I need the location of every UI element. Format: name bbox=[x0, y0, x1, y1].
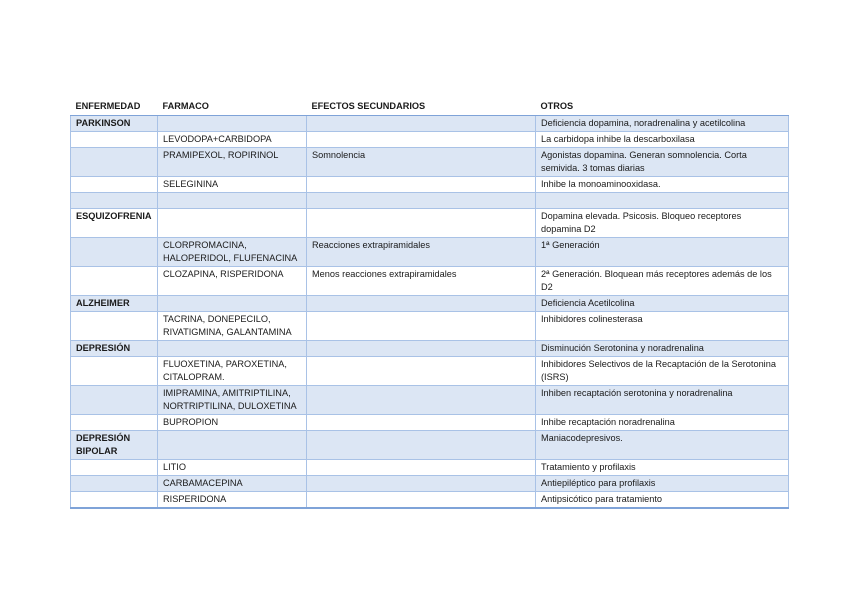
disease-cell: DEPRESIÓN bbox=[71, 341, 158, 357]
drug-cell: IMIPRAMINA, AMITRIPTILINA, NORTRIPTILINA, DULOXETINA bbox=[158, 386, 307, 415]
other-cell: Tratamiento y profilaxis bbox=[536, 460, 789, 476]
disease-cell: ALZHEIMER bbox=[71, 296, 158, 312]
disease-cell bbox=[71, 460, 158, 476]
other-cell: Inhiben recaptación serotonina y noradrenalina bbox=[536, 386, 789, 415]
drug-cell: RISPERIDONA bbox=[158, 492, 307, 509]
other-cell: Disminución Serotonina y noradrenalina bbox=[536, 341, 789, 357]
effects-cell bbox=[307, 386, 536, 415]
effects-cell: Somnolencia bbox=[307, 148, 536, 177]
drug-cell: TACRINA, DONEPECILO, RIVATIGMINA, GALANTAMINA bbox=[158, 312, 307, 341]
disease-cell: DEPRESIÓN BIPOLAR bbox=[71, 431, 158, 460]
drug-cell bbox=[158, 341, 307, 357]
other-cell: Inhibidores Selectivos de la Recaptación de la Serotonina (ISRS) bbox=[536, 357, 789, 386]
header-otros: OTROS bbox=[536, 98, 789, 116]
disease-cell bbox=[71, 238, 158, 267]
drug-cell: LEVODOPA+CARBIDOPA bbox=[158, 132, 307, 148]
drug-cell: SELEGININA bbox=[158, 177, 307, 193]
drug-cell: CARBAMACEPINA bbox=[158, 476, 307, 492]
other-cell: Deficiencia dopamina, noradrenalina y acetilcolina bbox=[536, 116, 789, 132]
drug-cell bbox=[158, 209, 307, 238]
other-cell: Dopamina elevada. Psicosis. Bloqueo receptores dopamina D2 bbox=[536, 209, 789, 238]
effects-cell bbox=[307, 357, 536, 386]
effects-cell: Reacciones extrapiramidales bbox=[307, 238, 536, 267]
drug-cell bbox=[158, 116, 307, 132]
header-efectos-secundarios: EFECTOS SECUNDARIOS bbox=[307, 98, 536, 116]
table-row bbox=[71, 209, 789, 238]
effects-cell bbox=[307, 460, 536, 476]
other-cell: Maniacodepresivos. bbox=[536, 431, 789, 460]
drug-cell: CLOZAPINA, RISPERIDONA bbox=[158, 267, 307, 296]
table-row bbox=[71, 116, 789, 132]
effects-cell bbox=[307, 209, 536, 238]
table-row bbox=[71, 357, 789, 386]
disease-cell bbox=[71, 193, 158, 209]
effects-cell bbox=[307, 312, 536, 341]
effects-cell: Menos reacciones extrapiramidales bbox=[307, 267, 536, 296]
table-row bbox=[71, 238, 789, 267]
table-row bbox=[71, 341, 789, 357]
disease-cell bbox=[71, 476, 158, 492]
other-cell: Antiepiléptico para profilaxis bbox=[536, 476, 789, 492]
effects-cell bbox=[307, 132, 536, 148]
effects-cell bbox=[307, 415, 536, 431]
table-row bbox=[71, 431, 789, 460]
table-row bbox=[71, 296, 789, 312]
drug-table bbox=[70, 98, 789, 509]
table-row bbox=[71, 415, 789, 431]
drug-cell: CLORPROMACINA, HALOPERIDOL, FLUFENACINA bbox=[158, 238, 307, 267]
disease-cell bbox=[71, 267, 158, 296]
effects-cell bbox=[307, 341, 536, 357]
table-row bbox=[71, 492, 789, 509]
other-cell: Inhibe recaptación noradrenalina bbox=[536, 415, 789, 431]
drug-cell: FLUOXETINA, PAROXETINA, CITALOPRAM. bbox=[158, 357, 307, 386]
other-cell: Agonistas dopamina. Generan somnolencia. Corta semivida. 3 tomas diarias bbox=[536, 148, 789, 177]
table-row bbox=[71, 193, 789, 209]
table-row bbox=[71, 132, 789, 148]
disease-cell bbox=[71, 177, 158, 193]
other-cell: Antipsicótico para tratamiento bbox=[536, 492, 789, 509]
other-cell: La carbidopa inhibe la descarboxilasa bbox=[536, 132, 789, 148]
disease-cell bbox=[71, 386, 158, 415]
drug-cell bbox=[158, 296, 307, 312]
drug-cell: PRAMIPEXOL, ROPIRINOL bbox=[158, 148, 307, 177]
effects-cell bbox=[307, 296, 536, 312]
table-row bbox=[71, 476, 789, 492]
effects-cell bbox=[307, 177, 536, 193]
other-cell bbox=[536, 193, 789, 209]
disease-cell bbox=[71, 148, 158, 177]
table-header-row bbox=[71, 98, 789, 116]
disease-cell bbox=[71, 415, 158, 431]
table-row bbox=[71, 460, 789, 476]
drug-cell: BUPROPION bbox=[158, 415, 307, 431]
table-row bbox=[71, 177, 789, 193]
table-row bbox=[71, 148, 789, 177]
other-cell: Inhibidores colinesterasa bbox=[536, 312, 789, 341]
disease-cell bbox=[71, 357, 158, 386]
drug-cell bbox=[158, 431, 307, 460]
disease-cell bbox=[71, 312, 158, 341]
header-enfermedad: ENFERMEDAD bbox=[71, 98, 158, 116]
other-cell: 2ª Generación. Bloquean más receptores además de los D2 bbox=[536, 267, 789, 296]
effects-cell bbox=[307, 476, 536, 492]
table-row bbox=[71, 267, 789, 296]
effects-cell bbox=[307, 492, 536, 509]
effects-cell bbox=[307, 116, 536, 132]
effects-cell bbox=[307, 193, 536, 209]
disease-cell bbox=[71, 132, 158, 148]
other-cell: Deficiencia Acetilcolina bbox=[536, 296, 789, 312]
effects-cell bbox=[307, 431, 536, 460]
drug-cell: LITIO bbox=[158, 460, 307, 476]
header-farmaco: FARMACO bbox=[158, 98, 307, 116]
table-row bbox=[71, 312, 789, 341]
disease-cell: ESQUIZOFRENIA bbox=[71, 209, 158, 238]
disease-cell bbox=[71, 492, 158, 509]
other-cell: 1ª Generación bbox=[536, 238, 789, 267]
disease-cell: PARKINSON bbox=[71, 116, 158, 132]
other-cell: Inhibe la monoaminooxidasa. bbox=[536, 177, 789, 193]
table-row bbox=[71, 386, 789, 415]
drug-cell bbox=[158, 193, 307, 209]
